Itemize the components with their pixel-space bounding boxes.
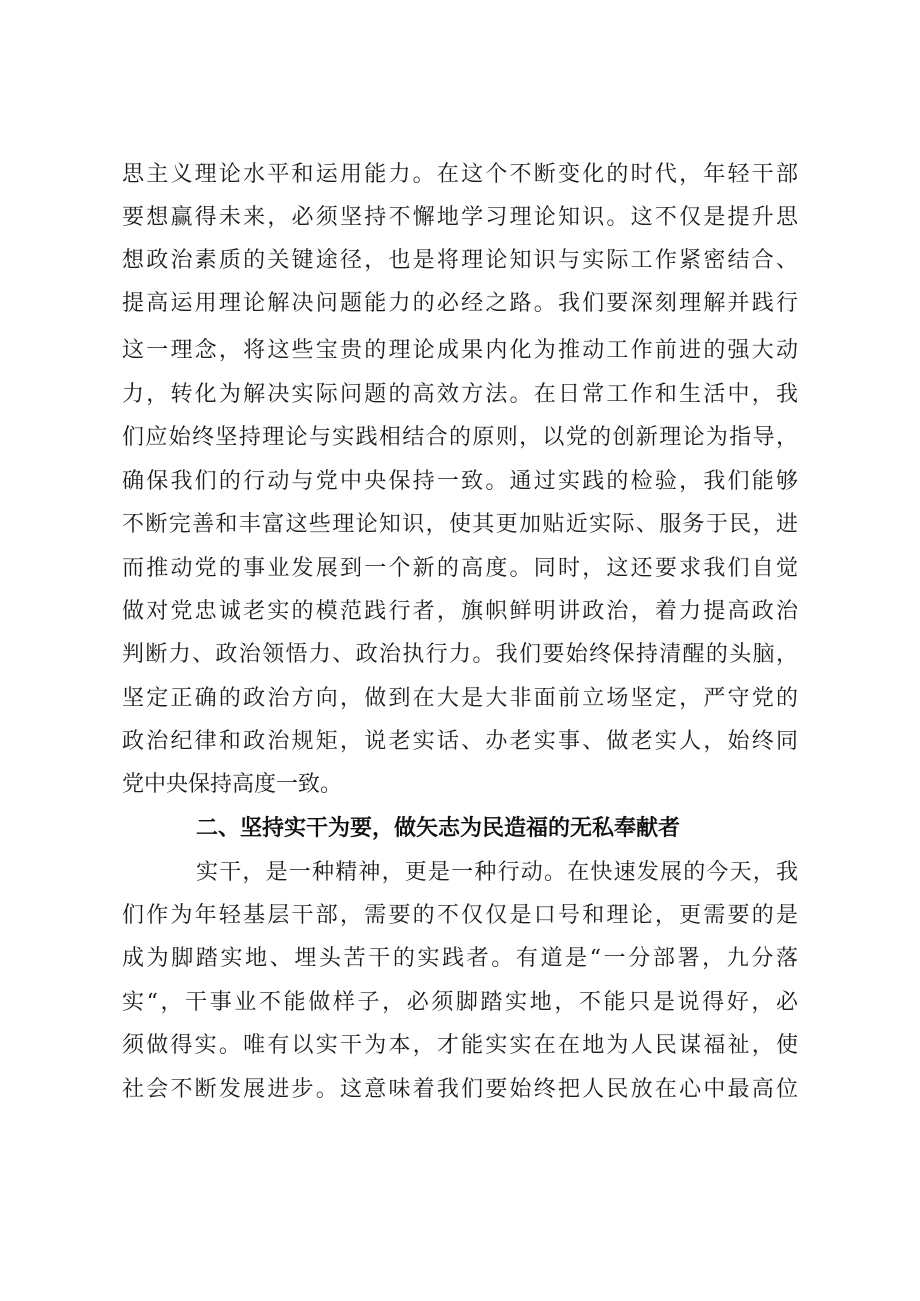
body-text-line: 想政治素质的关键途径，也是将理论知识与实际工作紧密结合、 (122, 248, 798, 273)
body-text-line: 成为脚踏实地、埋头苦干的实践者。有道是“一分部署，九分落 (122, 946, 798, 971)
body-text-line: 党中央保持高度一致。 (122, 772, 343, 797)
body-text-line: 确保我们的行动与党中央保持一致。通过实践的检验，我们能够 (122, 469, 798, 494)
body-text-line: 思主义理论水平和运用能力。在这个不断变化的时代，年轻干部 (122, 162, 798, 187)
body-text-line: 实干，是一种精神，更是一种行动。在快速发展的今天，我 (196, 860, 798, 885)
body-text-line: 这一理念，将这些宝贵的理论成果内化为推动工作前进的强大动 (122, 338, 798, 363)
body-text-line: 们作为年轻基层干部，需要的不仅仅是口号和理论，更需要的是 (122, 903, 798, 928)
body-text-line: 坚定正确的政治方向，做到在大是大非面前立场坚定，严守党的 (122, 686, 798, 711)
body-text-line: 要想赢得未来，必须坚持不懈地学习理论知识。这不仅是提升思 (122, 205, 798, 230)
body-text-line: 不断完善和丰富这些理论知识，使其更加贴近实际、服务于民，进 (122, 512, 798, 537)
body-text-line: 力，转化为解决实际问题的高效方法。在日常工作和生活中，我 (122, 382, 798, 407)
body-text-line: 判断力、政治领悟力、政治执行力。我们要始终保持清醒的头脑， (122, 642, 798, 667)
body-text-line: 政治纪律和政治规矩，说老实话、办老实事、做老实人，始终同 (122, 729, 798, 754)
body-text-line: 提高运用理论解决问题能力的必经之路。我们要深刻理解并践行 (122, 291, 798, 316)
body-text-line: 做对党忠诚老实的模范践行者，旗帜鲜明讲政治，着力提高政治 (122, 599, 798, 624)
section-heading: 二、坚持实干为要，做矢志为民造福的无私奉献者 (196, 816, 681, 841)
body-text-line: 而推动党的事业发展到一个新的高度。同时，这还要求我们自觉 (122, 556, 798, 581)
body-text-line: 须做得实。唯有以实干为本，才能实实在在地为人民谋福祉，使 (122, 1033, 798, 1058)
body-text-line: 实“，干事业不能做样子，必须脚踏实地，不能只是说得好，必 (122, 990, 798, 1015)
body-text-line: 社会不断发展进步。这意味着我们要始终把人民放在心中最高位 (122, 1077, 798, 1102)
body-text-line: 们应始终坚持理论与实践相结合的原则，以党的创新理论为指导， (122, 425, 798, 450)
